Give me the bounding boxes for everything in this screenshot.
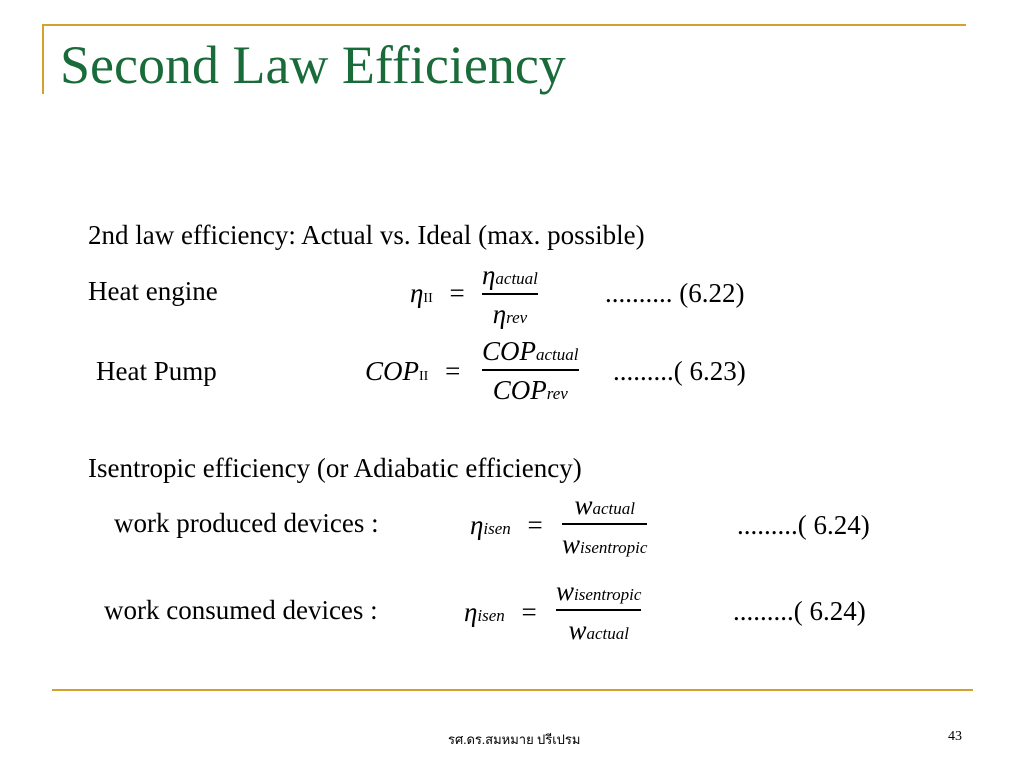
isentropic-heading: Isentropic efficiency (or Adiabatic efficiency) [88,453,582,483]
fraction-bar [556,609,641,611]
heat-engine-lhs [410,280,465,307]
equals-sign: = [521,597,537,627]
work-produced-lhs [470,512,543,539]
work-consumed-fraction [556,578,641,644]
numerator-subscript: actual [536,345,579,364]
lhs-subscript: isen [477,606,505,625]
numerator-symbol: η [482,260,496,290]
slide-title: Second Law Efficiency [60,35,566,95]
work-consumed-label: work consumed devices : [104,595,378,625]
top-rule [42,24,966,26]
equation-ref-6-22: .......... (6.22) [605,278,745,308]
numerator-subscript: isentropic [574,585,642,604]
fraction-bar [482,369,579,371]
heat-engine-label: Heat engine [88,276,218,306]
bottom-rule [52,689,973,691]
denominator-symbol: η [492,298,507,329]
fraction-bar [562,523,647,525]
denominator-subscript: rev [506,307,528,327]
work-produced-fraction [562,492,647,558]
heat-pump-lhs [365,358,460,385]
denominator-subscript: actual [586,623,629,643]
fraction-bar [482,293,538,295]
eta-symbol: η [464,597,478,627]
footer-author: รศ.ดร.สมหมาย ปรีเปรม [448,732,581,747]
numerator-subscript: actual [592,499,635,518]
equals-sign: = [449,278,465,308]
work-produced-label: work produced devices : [114,508,379,538]
denominator-subscript: rev [546,383,568,403]
heat-pump-label: Heat Pump [96,356,217,386]
lhs-subscript: II [423,291,433,306]
page-number: 43 [948,729,962,744]
work-consumed-lhs [464,599,537,626]
equation-ref-6-24-consumed: .........( 6.24) [733,596,866,626]
eta-symbol: η [410,278,424,308]
equation-ref-6-23: .........( 6.23) [613,356,746,386]
heat-pump-fraction [482,338,579,404]
intro-text: 2nd law efficiency: Actual vs. Ideal (max. possible) [88,220,645,250]
numerator-subscript: actual [495,269,538,288]
equals-sign: = [445,356,461,386]
denominator-symbol: COP [492,374,547,405]
equation-ref-6-24-produced: .........( 6.24) [737,510,870,540]
equals-sign: = [527,510,543,540]
numerator-symbol: w [556,576,575,606]
left-rule [42,24,44,94]
denominator-symbol: w [568,614,587,645]
lhs-subscript: isen [483,519,511,538]
denominator-subscript: isentropic [580,537,648,557]
lhs-subscript: II [419,369,429,384]
eta-symbol: η [470,510,484,540]
denominator-symbol: w [562,528,581,559]
numerator-symbol: COP [482,336,536,366]
heat-engine-fraction [482,262,538,328]
numerator-symbol: w [574,490,593,520]
cop-symbol: COP [365,356,419,386]
